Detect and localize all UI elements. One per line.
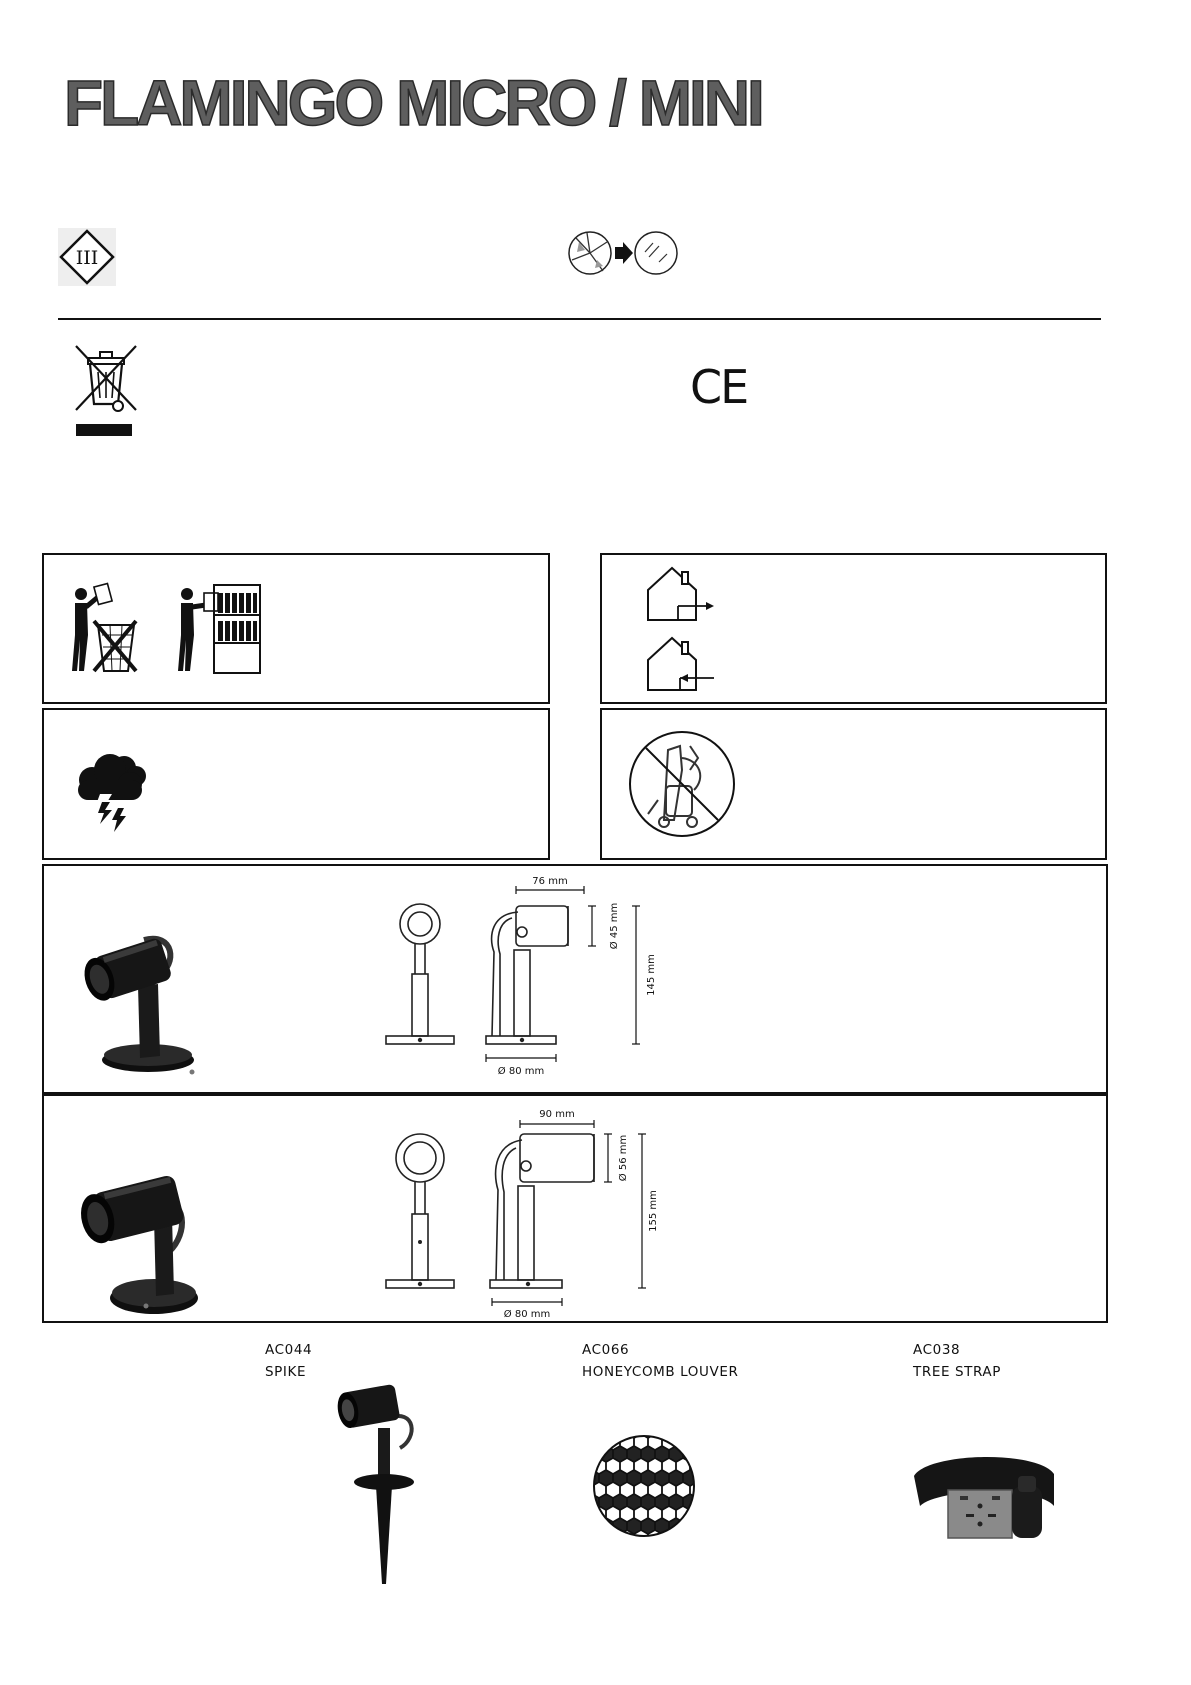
accessory-name-spike: SPIKE — [265, 1364, 307, 1380]
house-indoor-icon — [644, 636, 716, 692]
accessory-code-louver: AC066 — [582, 1342, 630, 1358]
micro-diameter-dim: Ø 45 mm — [609, 902, 620, 950]
micro-width-dim: 76 mm — [532, 876, 568, 887]
weee-crossed-bin-icon — [74, 344, 140, 440]
tree-strap-photo — [908, 1446, 1058, 1546]
class-iii-label: III — [75, 247, 99, 269]
micro-height-dim: 145 mm — [646, 954, 657, 996]
spike-accessory-photo — [338, 1378, 434, 1588]
class-iii-icon — [58, 228, 116, 286]
accessory-code-tree-strap: AC038 — [913, 1342, 961, 1358]
accessory-code-spike: AC044 — [265, 1342, 313, 1358]
mini-technical-drawing — [380, 1104, 670, 1320]
page-title: FLAMINGO MICRO / MINI — [64, 67, 762, 139]
accessory-name-tree-strap: TREE STRAP — [913, 1364, 1002, 1380]
thunderstorm-icon — [72, 752, 152, 836]
house-outdoor-icon — [644, 566, 716, 622]
micro-base-dim: Ø 80 mm — [497, 1066, 545, 1077]
accessory-name-louver: HONEYCOMB LOUVER — [582, 1364, 739, 1380]
mini-base-dim: Ø 80 mm — [503, 1309, 551, 1320]
ce-mark-icon: CE — [690, 360, 748, 414]
honeycomb-louver-photo — [592, 1434, 696, 1538]
no-pressure-washer-icon — [628, 730, 736, 838]
replace-broken-glass-icon — [567, 230, 679, 276]
divider-line — [58, 318, 1101, 320]
mini-product-photo — [74, 1158, 208, 1318]
mini-width-dim: 90 mm — [539, 1109, 575, 1120]
keep-instructions-icon — [64, 585, 264, 675]
mini-diameter-dim: Ø 56 mm — [618, 1134, 629, 1182]
micro-technical-drawing — [380, 874, 660, 1077]
micro-product-photo — [74, 924, 202, 1080]
mini-height-dim: 155 mm — [648, 1190, 659, 1232]
